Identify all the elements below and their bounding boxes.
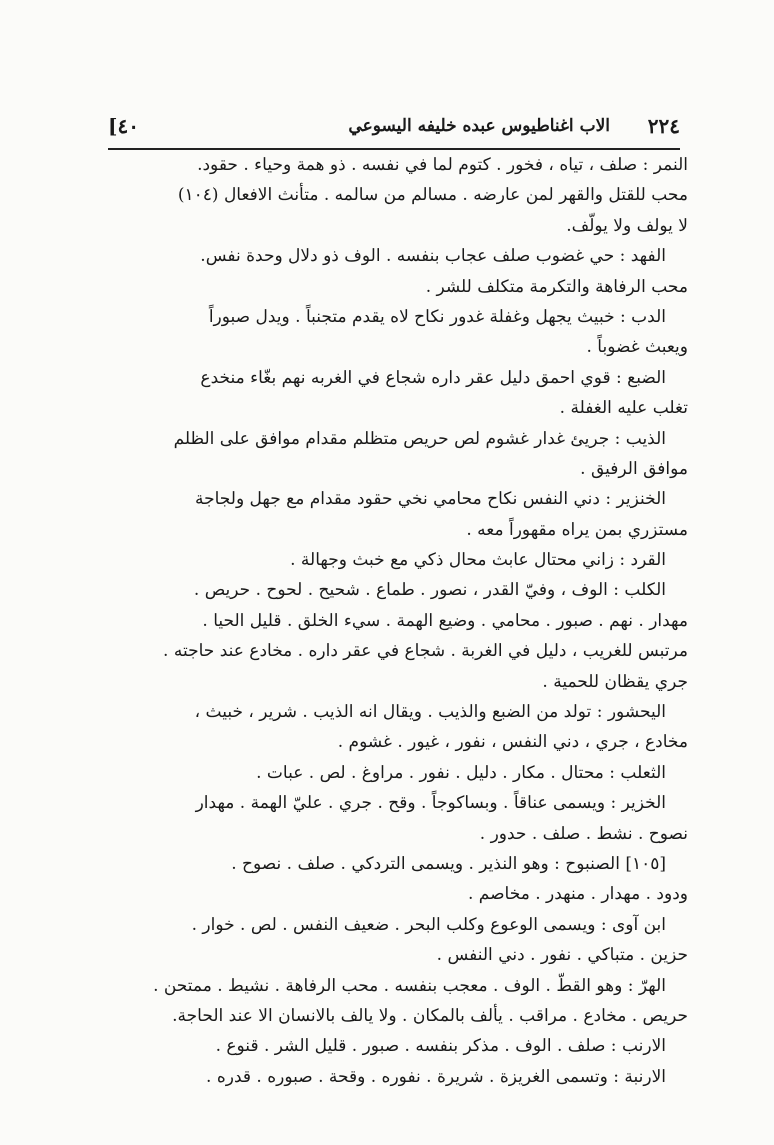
text-line: مستزري بمن يراه مقهوراً معه . bbox=[466, 519, 688, 540]
text-line: الذيب : جريئ غدار غشوم لص حريص متظلم مقدام موافق على الظلم bbox=[173, 428, 666, 449]
text-line: القرد : زاني محتال عابث محال ذكي مع خبث وجهالة . bbox=[290, 550, 666, 571]
text-line: حزين . متباكي . نفور . دني النفس . bbox=[436, 945, 688, 966]
text-line: موافق الرفيق . bbox=[580, 458, 688, 479]
text-line: حريص . مخادع . مراقب . يألف بالمكان . ولا يالف بالانسان الا عند الحاجة. bbox=[172, 1005, 688, 1026]
text-line: نصوح . نشط . صلف . حدور . bbox=[479, 823, 688, 844]
body-text bbox=[106, 150, 688, 1092]
text-line: مخادع ، جري ، دني النفس ، نفور ، غيور . غشوم . bbox=[337, 732, 688, 753]
text-line: الكلب : الوف ، وفيّ القدر ، نصور . طماع . شحيح . لحوح . حريص . bbox=[193, 580, 666, 601]
text-line: جري يقظان للحمية . bbox=[542, 671, 688, 692]
text-line: الدب : خبيث يجهل وغفلة غدور نكاح لاه يقدم متجنباً . ويدل صبوراً bbox=[208, 306, 666, 327]
text-line: النمر : صلف ، تياه ، فخور . كتوم لما في نفسه . ذو همة وحياء . حقود. bbox=[197, 155, 688, 175]
text-line: الخنزير : دني النفس نكاح محامي نخي حقود مقدام مع جهل ولجاجة bbox=[194, 489, 666, 510]
text-line: الضبع : قوي احمق دليل عقر داره شجاع في الغربه نهم بغّاء منخدع bbox=[200, 367, 666, 388]
running-title: الاب اغناطيوس عبده خليفه اليسوعي bbox=[348, 116, 610, 136]
text-line: مهدار . نهم . صبور . محامي . وضيع الهمة . سيء الخلق . قليل الحيا . bbox=[202, 610, 688, 631]
section-mark: [٤٠ bbox=[108, 114, 139, 138]
text-line: الفهد : حي غضوب صلف عجاب بنفسه . الوف ذو دلال وحدة نفس. bbox=[200, 246, 666, 267]
text-line: [١٠٥] الصنبوح : وهو النذير . ويسمى التردكي . صلف . نصوح . bbox=[231, 853, 666, 874]
text-line: الارنبة : وتسمى الغريزة . شريرة . نفوره . وقحة . صبوره . قدره . bbox=[206, 1066, 666, 1087]
text-line: ابن آوى : ويسمى الوعوع وكلب البحر . ضعيف النفس . لص . خوار . bbox=[191, 914, 666, 935]
text-line: مرتبس للغريب ، دليل في الغربة . شجاع في عقر داره . مخادع عند حاجته . bbox=[163, 641, 688, 662]
text-line: الثعلب : محتال . مكار . دليل . نفور . مراوغ . لص . عبات . bbox=[256, 762, 666, 783]
page-header bbox=[108, 112, 680, 152]
text-line: ودود . مهدار . منهدر . مخاصم . bbox=[467, 884, 688, 905]
text-line: الهرّ : وهو القطّ . الوف . معجب بنفسه . محب الرفاهة . نشيط . ممتحن . bbox=[153, 975, 666, 996]
text-line: لا يولف ولا يولّف. bbox=[566, 215, 688, 236]
text-line: الخزير : ويسمى عناقاً . وبساكوجاً . وقح . جري . عليّ الهمة . مهدار bbox=[195, 793, 666, 814]
text-line: تغلب عليه الغفلة . bbox=[559, 398, 688, 419]
page-number: ٢٢٤ bbox=[647, 114, 680, 138]
text-line: الارنب : صلف . الوف . مذكر بنفسه . صبور . قليل الشر . قنوع . bbox=[215, 1036, 666, 1057]
text-line: محب للقتل والقهر لمن عارضه . مسالم من سالمه . متأنث الافعال (١٠٤) bbox=[177, 185, 688, 206]
text-line: اليحشور : تولد من الضبع والذيب . ويقال انه الذيب . شرير ، خبيث ، bbox=[194, 702, 666, 723]
text-line: محب الرفاهة والتكرمة متكلف للشر . bbox=[425, 276, 688, 297]
text-line: ويعبث غضوباً . bbox=[586, 337, 688, 358]
